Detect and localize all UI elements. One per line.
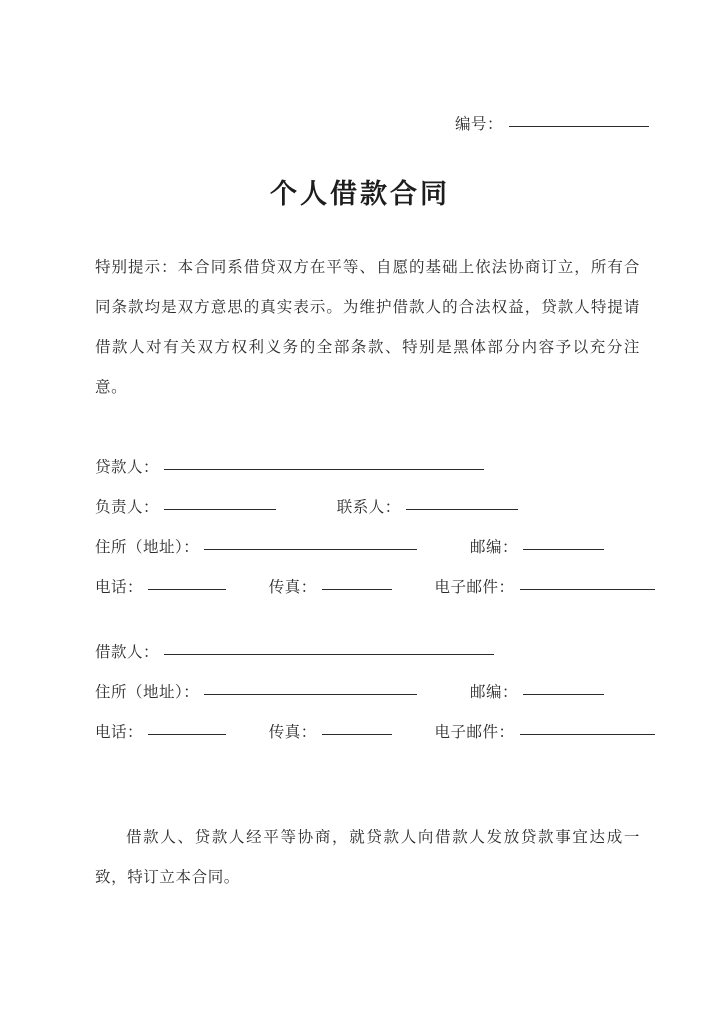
borrower-email-blank[interactable] (520, 734, 655, 735)
borrower-fax-field (269, 713, 392, 753)
lender-phone-label: 电话： (95, 579, 144, 596)
borrower-email-field (435, 713, 655, 753)
lender-name-blank[interactable] (164, 469, 484, 470)
lender-name-field (95, 448, 484, 488)
page-title: 个人借款合同 (270, 179, 450, 210)
closing-paragraph: 借款人、贷款人经平等协商，就贷款人向借款人发放贷款事宜达成一致，特订立本合同。 (95, 829, 640, 886)
document-number-label: 编号： (455, 116, 504, 133)
lender-name-row (95, 448, 640, 488)
borrower-address-label: 住所（地址）： (95, 684, 200, 701)
borrower-email-label: 电子邮件： (434, 724, 515, 741)
borrower-address-row (95, 673, 640, 713)
borrower-contact-details-row (95, 713, 640, 753)
lender-phone-field (95, 568, 226, 608)
lender-name-label: 贷款人： (95, 459, 160, 476)
lender-email-field (435, 568, 655, 608)
lender-postcode-blank[interactable] (523, 549, 604, 550)
lender-section (95, 448, 640, 608)
lender-principal-row (95, 488, 640, 528)
lender-fax-field (269, 568, 392, 608)
borrower-phone-field (95, 713, 226, 753)
borrower-name-label: 借款人： (95, 644, 160, 661)
lender-contact-label: 联系人： (336, 499, 401, 516)
borrower-address-field (95, 673, 417, 713)
borrower-name-blank[interactable] (164, 654, 494, 655)
borrower-name-field (95, 633, 494, 673)
borrower-name-row (95, 633, 640, 673)
borrower-section (95, 633, 640, 753)
document-number-blank[interactable] (509, 126, 649, 127)
document-number-row (455, 112, 649, 134)
lender-email-blank[interactable] (520, 589, 655, 590)
lender-principal-field (95, 488, 276, 528)
lender-contact-blank[interactable] (406, 509, 518, 510)
lender-postcode-label: 邮编： (470, 539, 519, 556)
lender-address-blank[interactable] (204, 549, 417, 550)
lender-address-label: 住所（地址）： (95, 539, 200, 556)
borrower-address-blank[interactable] (204, 694, 417, 695)
lender-contact-field (337, 488, 518, 528)
borrower-fax-blank[interactable] (322, 734, 392, 735)
lender-principal-blank[interactable] (164, 509, 276, 510)
lender-postcode-field (470, 528, 604, 568)
notice-paragraph: 特别提示：本合同系借贷双方在平等、自愿的基础上依法协商订立，所有合同条款均是双方意思的真实表示。为维护借款人的合法权益，贷款人特提请借款人对有关双方权利义务的全部条款、特别是黑体部分内容予以充分注意。 (95, 259, 640, 396)
lender-address-field (95, 528, 417, 568)
lender-address-row (95, 528, 640, 568)
borrower-phone-label: 电话： (95, 724, 144, 741)
lender-fax-blank[interactable] (322, 589, 392, 590)
borrower-postcode-field (470, 673, 604, 713)
notice-block (95, 248, 640, 408)
borrower-postcode-blank[interactable] (523, 694, 604, 695)
borrower-postcode-label: 邮编： (470, 684, 519, 701)
borrower-phone-blank[interactable] (148, 734, 226, 735)
lender-phone-blank[interactable] (148, 589, 226, 590)
closing-block (95, 818, 640, 898)
lender-principal-label: 负责人： (95, 499, 160, 516)
lender-email-label: 电子邮件： (434, 579, 515, 596)
lender-contact-details-row (95, 568, 640, 608)
lender-fax-label: 传真： (268, 579, 317, 596)
borrower-fax-label: 传真： (268, 724, 317, 741)
